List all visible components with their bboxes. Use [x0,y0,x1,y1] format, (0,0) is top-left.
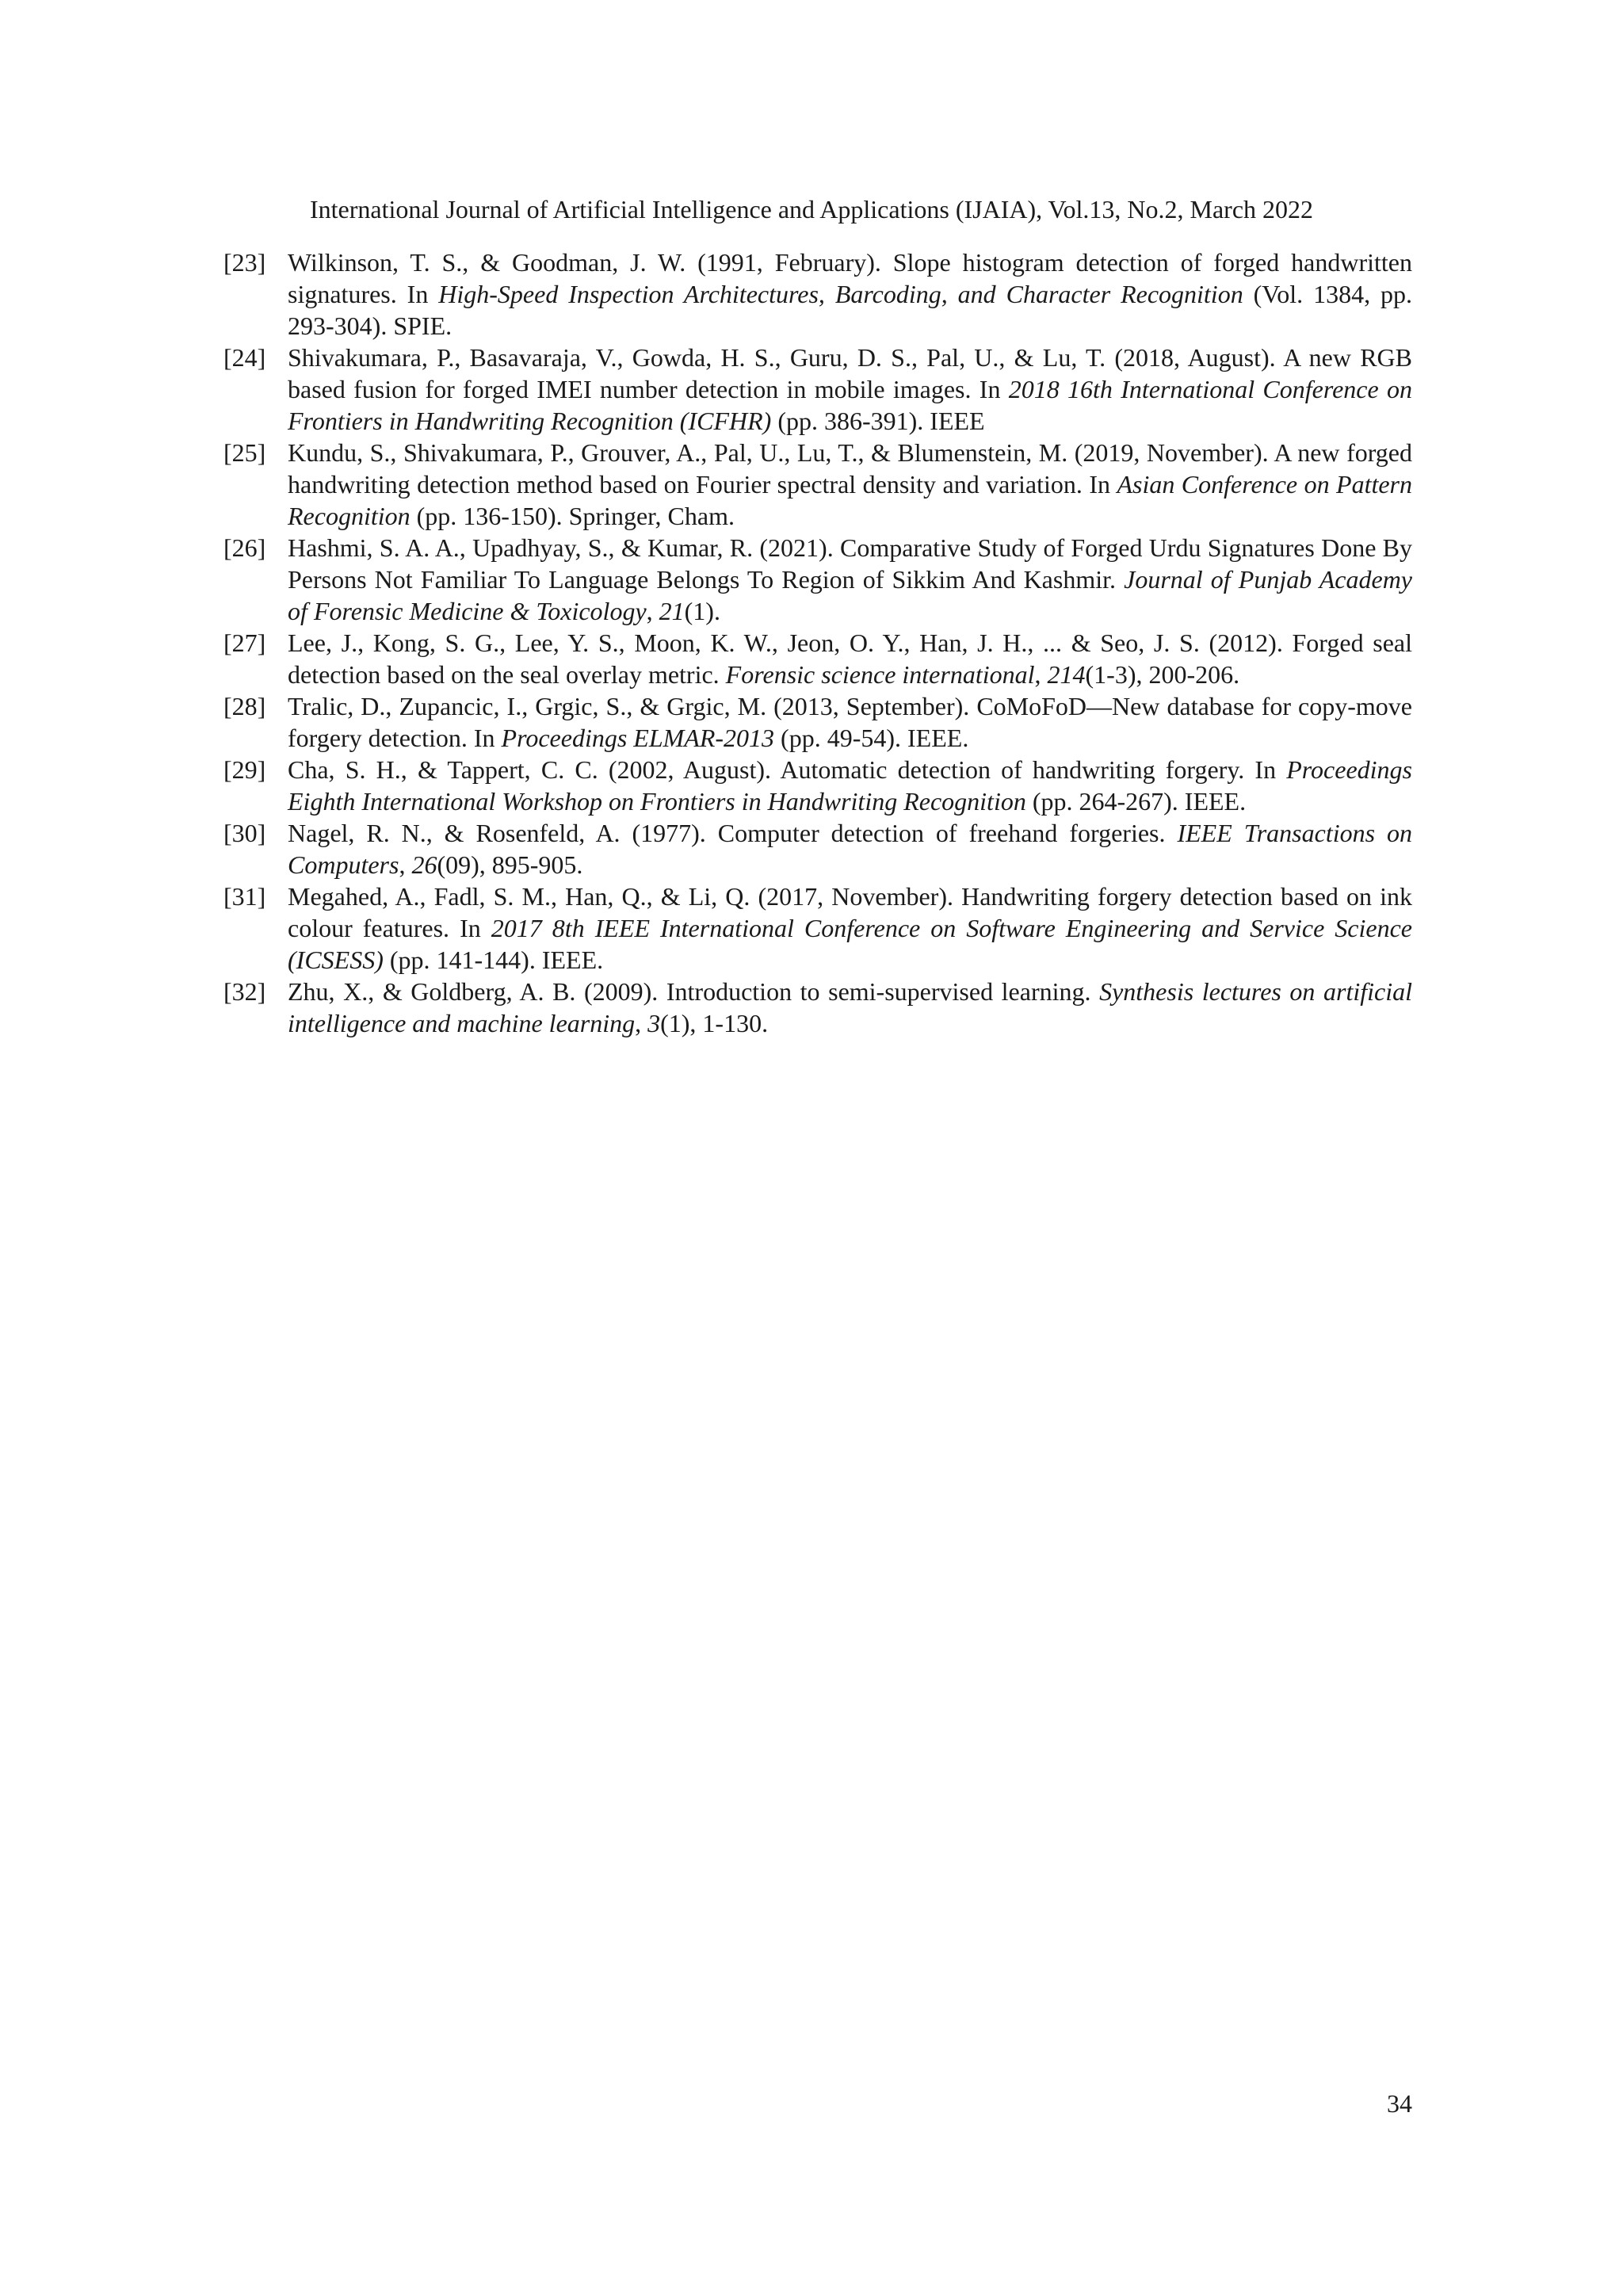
reference-number: [24] [223,343,266,372]
reference-part: , [646,597,659,625]
reference-part: (pp. 136-150). Springer, Cham. [410,502,735,530]
reference-text [288,754,1412,817]
reference-part: (pp. 141-144). IEEE. [383,946,604,974]
reference-part-italic: Proceedings ELMAR-2013 [501,724,775,752]
reference-part: (pp. 264-267). IEEE. [1025,787,1247,816]
reference-part-italic: IEEE Transactions on Computers [288,819,1413,879]
reference-part-italic: Asian Conference on Pattern Recognition [288,470,1413,530]
reference-part: Zhu, X., & Goldberg, A. B. (2009). Introduction to semi-supervised learning. [288,977,1100,1006]
reference-number: [25] [223,438,266,467]
reference-part-italic: 2018 16th International Conference on Frontiers in Handwriting Recognition (ICFHR) [288,375,1413,435]
reference-part: Nagel, R. N., & Rosenfeld, A. (1977). Computer detection of freehand forgeries. [288,819,1178,847]
reference-part: Shivakumara, P., Basavaraja, V., Gowda, H. S., Guru, D. S., Pal, U., & Lu, T. (2018, August). A new RGB based fusion for forged IMEI number detection in mobile images. In [288,343,1412,403]
reference-number: [26] [223,533,266,562]
reference-text [288,246,1412,342]
reference-item [223,881,1412,976]
reference-part: Kundu, S., Shivakumara, P., Grouver, A., Pal, U., Lu, T., & Blumenstein, M. (2019, November). A new forged handwriting detection method based on Fourier spectral density and variation. In [288,438,1412,499]
reference-part-italic: Synthesis lectures on artificial intelligence and machine learning [288,977,1412,1037]
reference-item [223,690,1412,754]
reference-part: , [1034,660,1048,689]
page-number: 34 [1387,2089,1412,2118]
reference-number: [27] [223,628,266,657]
reference-text [288,627,1412,690]
reference-part: (1), 1-130. [660,1009,769,1037]
reference-item [223,754,1412,817]
reference-number: [32] [223,977,266,1006]
reference-item [223,437,1412,532]
reference-item [223,976,1412,1039]
reference-part: (09), 895-905. [437,850,583,879]
reference-part-italic: 21 [659,597,685,625]
reference-text [288,342,1412,437]
reference-part-italic: 214 [1047,660,1086,689]
reference-part: Megahed, A., Fadl, S. M., Han, Q., & Li, Q. (2017, November). Handwriting forgery detection based on ink colour features. In [288,882,1412,942]
reference-part: Tralic, D., Zupancic, I., Grgic, S., & Grgic, M. (2013, September). CoMoFoD—New database for copy-move forgery detection. In [288,692,1412,752]
reference-part: (1-3), 200-206. [1085,660,1240,689]
reference-part: (Vol. 1384, pp. 293-304). SPIE. [288,280,1413,340]
reference-part-italic: Proceedings Eighth International Workshop on Frontiers in Handwriting Recognition [288,755,1412,816]
reference-number: [29] [223,755,266,784]
reference-part: , [635,1009,648,1037]
reference-part-italic: Forensic science international [725,660,1035,689]
reference-part: Cha, S. H., & Tappert, C. C. (2002, August). Automatic detection of handwriting forgery. In [288,755,1287,784]
reference-item [223,817,1412,881]
reference-item [223,246,1412,342]
reference-part: Hashmi, S. A. A., Upadhyay, S., & Kumar, R. (2021). Comparative Study of Forged Urdu Signatures Done By Persons Not Familiar To Language Belongs To Region of Sikkim And Kashmir. [288,533,1412,594]
reference-list [223,246,1412,1039]
reference-number: [31] [223,882,266,911]
reference-part-italic: 26 [411,850,437,879]
reference-text [288,437,1412,532]
running-header: International Journal of Artificial Intelligence and Applications (IJAIA), Vol.13, No.2, March 2022 [309,195,1314,223]
reference-part: Lee, J., Kong, S. G., Lee, Y. S., Moon, K. W., Jeon, O. Y., Han, J. H., ... & Seo, J. S. (2012). Forged seal detection based on the seal overlay metric. [288,628,1412,689]
reference-part-italic: High-Speed Inspection Architectures, Barcoding, and Character Recognition [438,280,1243,308]
reference-part: (1). [684,597,720,625]
reference-number: [23] [223,248,266,277]
reference-number: [30] [223,819,266,847]
reference-text [288,976,1412,1039]
reference-item [223,627,1412,690]
reference-text [288,881,1412,976]
reference-part: Wilkinson, T. S., & Goodman, J. W. (1991, February). Slope histogram detection of forged handwritten signatures. In [288,248,1412,308]
reference-item [223,342,1412,437]
reference-part-italic: 2017 8th IEEE International Conference on Software Engineering and Service Science (ICSESS) [288,914,1413,974]
reference-part: (pp. 386-391). IEEE [771,407,985,435]
reference-part-italic: 3 [647,1009,661,1037]
reference-text [288,690,1412,754]
reference-item [223,532,1412,627]
reference-part: , [399,850,412,879]
reference-part-italic: Journal of Punjab Academy of Forensic Medicine & Toxicology [288,565,1413,625]
reference-text [288,817,1412,881]
reference-number: [28] [223,692,266,720]
reference-text [288,532,1412,627]
reference-part: (pp. 49-54). IEEE. [774,724,969,752]
